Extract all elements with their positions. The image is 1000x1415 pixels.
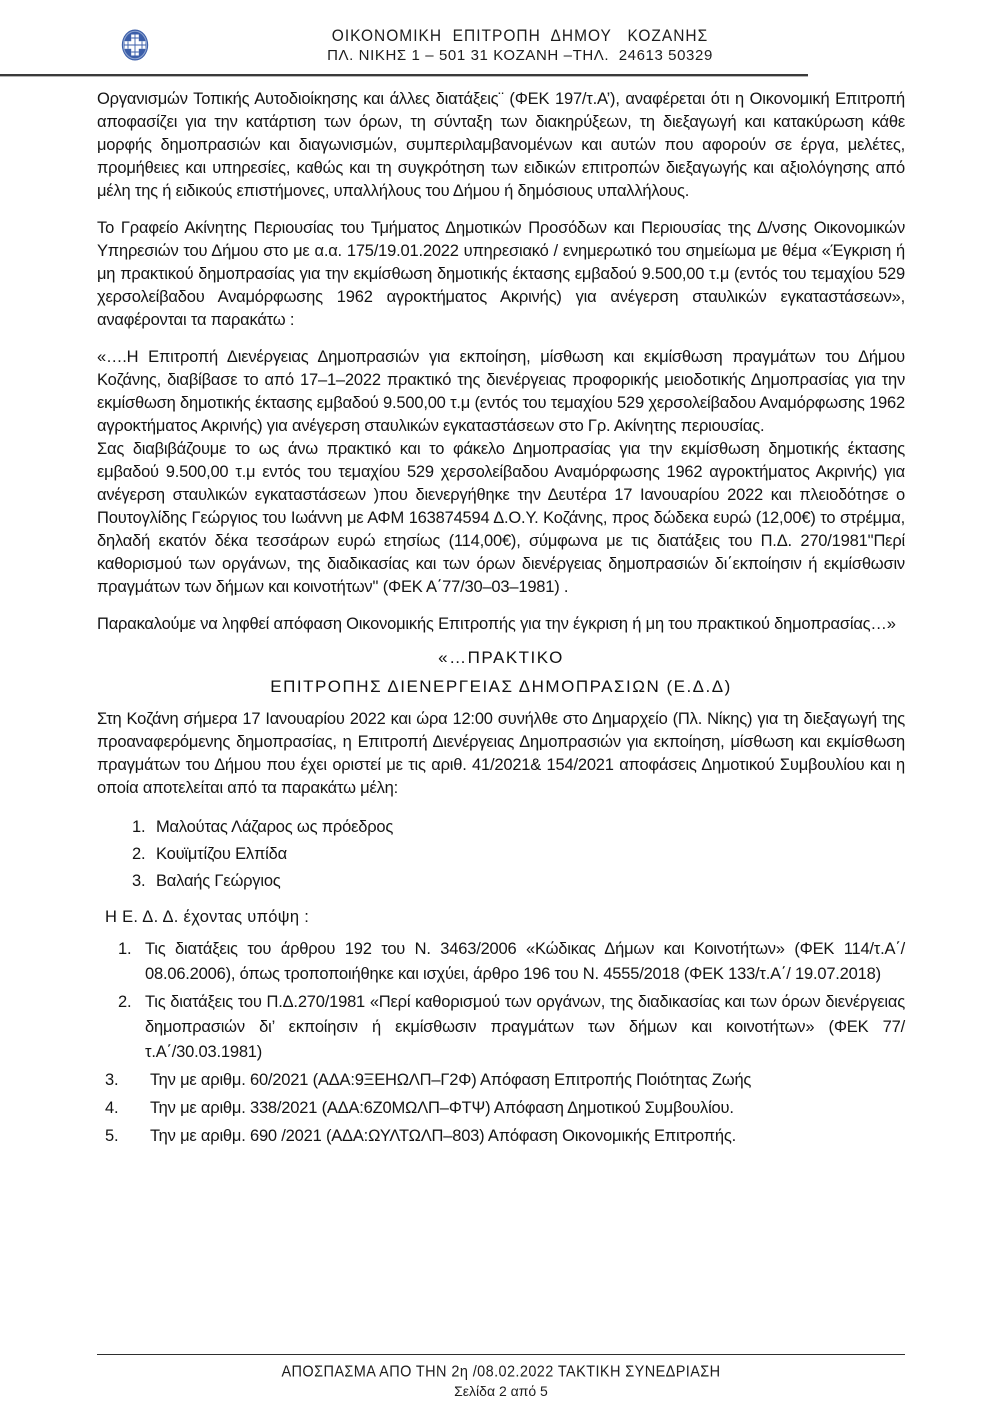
paragraph-session-intro: Στη Κοζάνη σήμερα 17 Ιανουαρίου 2022 και ώρα 12:00 συνήλθε στο Δημαρχείο (Πλ. Νίκης) για τη διεξαγωγή της προαναφερόμενης δημοπρασίας, η Επιτροπή Διενέργειας Δημοπρασιών για εκποίηση, μίσθωση και εκμίσθωση πραγμάτων του Δήμου που έχει οριστεί με τις αριθ. 41/2021& 154/2021 αποφάσεις Δημοτικού Συμβουλίου και η οποία αποτελείται από τα παρακάτω μέλη: (97, 710, 905, 797)
footer-page-number: Σελίδα 2 από 5 (454, 1383, 548, 1399)
header-org-name: ΟΙΚΟΝΟΜΙΚΗ ΕΠΙΤΡΟΠΗ ΔΗΜΟΥ ΚΟΖΑΝΗΣ (331, 27, 709, 46)
having-regard-label: Η Ε. Δ. Δ. έχοντας υπόψη : (105, 908, 310, 926)
consideration-number: 4. (105, 1099, 119, 1117)
paragraph-committee-transmittal: «….Η Επιτροπή Διενέργειας Δημοπρασιών για εκποίηση, μίσθωση και εκμίσθωση πραγμάτων του Δήμου Κοζάνης, διαβίβασε το από 17–1–2022 πρακτικό της διενέργειας προφορικής μειοδοτικής Δημοπρασίας για την εκμίσθωση δημοτικής έκτασης εμβαδού 9.500,00 τ.μ (εντός του τεμαχίου 529 χερσολείβαδου Αναμόρφωσης 1962 αγροκτήματος Ακρινής) για ανέγερση σταυλικών εγκαταστάσεων στο Γρ. Ακίνητης περιουσίας. (97, 348, 905, 435)
footer-session-info: ΑΠΟΣΠΑΣΜΑ ΑΠΟ ΤΗΝ 2η /08.02.2022 ΤΑΚΤΙΚΗ ΣΥΝΕΔΡΙΑΣΗ (281, 1364, 721, 1381)
paragraph-property-office-note: Το Γραφείο Ακίνητης Περιουσίας του Τμήματος Δημοτικών Προσόδων και Περιουσίας της Δ/νσης Οικονομικών Υπηρεσιών του Δήμου στο με α.α. 175/19.01.2022 υπηρεσιακό / ενημερωτικό του σημείωμα με θέμα «Έγκριση ή μη πρακτικού δημοπρασίας για την εκμίσθωση δημοτικής έκτασης εμβαδού 9.500,00 τ.μ (εντός του τεμαχίου 529 χερσολείβαδου Αναμόρφωσης 1962 αγροκτήματος Ακρινής) για ανέγερση σταυλικών εγκαταστάσεων», αναφέρονται τα παρακάτω : (97, 219, 905, 329)
consideration-number: 2. (118, 993, 132, 1011)
consideration-number: 3. (105, 1071, 119, 1089)
paragraph-auction-result: Σας διαβιβάζουμε το ως άνω πρακτικό και το φάκελο Δημοπρασίας για την εκμίσθωση δημοτικής έκτασης εμβαδού 9.500,00 τ.μ εντός του τεμαχίου 529 χερσολείβαδου Αναμόρφωσης 1962 αγροκτήματος Ακρινής) για ανέγερση σταυλικών εγκαταστάσεων )που διενεργήθηκε την Δευτέρα 17 Ιανουαρίου 2022 και πλειοδότησε ο Πουτογλίδης Γεώργιος του Ιωάννη με ΑΦΜ 163874594 Δ.Ο.Υ. Κοζάνης, προς δώδεκα ευρώ (12,00€) το στρέμμα, δηλαδή εκατόν δέκα τεσσάρων ευρώ ετησίως (114,00€), σύμφωνα με τις διατάξεις του Π.Δ. 270/1981''Περί καθορισμού των οργάνων, της διαδικασίας και των όρων διενέργειας δημοπρασιών δι΄εκποίησιν ή εκμίσθωσιν πραγμάτων των δήμων και κοινοτήτων'' (ΦΕΚ Α΄77/30–03–1981) . (97, 440, 905, 596)
member-number: 3. (132, 872, 146, 890)
paragraph-request-decision: Παρακαλούμε να ληφθεί απόφαση Οικονομικής Επιτροπής για την έγκριση ή μη του πρακτικού δημοπρασίας…» (97, 615, 896, 633)
member-number: 2. (132, 845, 146, 863)
heading-committee-title: ΕΠΙΤΡΟΠΗΣ ΔΙΕΝΕΡΓΕΙΑΣ ΔΗΜΟΠΡΑΣΙΩΝ (Ε.Δ.Δ) (270, 677, 732, 696)
list-item (132, 814, 905, 841)
members-list (132, 814, 905, 895)
list-item (132, 868, 905, 895)
consideration-number: 1. (118, 940, 132, 958)
heading-minutes: «…ΠΡΑΚΤΙΚΟ (438, 648, 564, 667)
list-item (97, 1068, 905, 1093)
considerations-list (97, 937, 905, 1149)
member-name: Βαλαής Γεώργιος (156, 872, 281, 890)
list-item (97, 937, 905, 987)
document-footer (97, 1362, 905, 1401)
paragraph-law-excerpt: Οργανισμών Τοπικής Αυτοδιοίκησης και άλλες διατάξεις¨ (ΦΕΚ 197/τ.Α’), αναφέρεται ότι η Οικονομική Επιτροπή αποφασίζει για την κατάρτιση των όρων, τη σύνταξη των διακηρύξεων, τη διεξαγωγή και κατακύρωση κάθε μορφής δημοπρασιών και διαγωνισμών, συμπεριλαμβανομένων και αυτών που αφορούν σε έργα, μελέτες, προμήθειες και υπηρεσίες, καθώς και τη συγκρότηση των ειδικών επιτροπών διεξαγωγής και αξιολόγησης από μέλη της ή ειδικούς επιστήμονες, υπαλλήλους του Δήμου ή δημόσιους υπαλλήλους. (97, 90, 905, 200)
consideration-number: 5. (105, 1127, 119, 1145)
document-header (0, 26, 1000, 65)
document-body (97, 88, 905, 1152)
consideration-text: Την με αριθμ. 690 /2021 (ΑΔΑ:ΩΥΛΤΩΛΠ–803) Απόφαση Οικονομικής Επιτροπής. (150, 1127, 736, 1145)
member-name: Κουϊμτίζου Ελπίδα (156, 845, 287, 863)
list-item (97, 1124, 905, 1149)
consideration-text: Τις διατάξεις του άρθρου 192 του Ν. 3463/2006 «Κώδικας Δήμων και Κοινοτήτων» (ΦΕΚ 114/τ.Α΄/ 08.06.2006), όπως τροποποιήθηκε και ισχύει, άρθρο 196 του Ν. 4555/2018 (ΦΕΚ 133/τ.Α΄/ 19.07.2018) (145, 940, 905, 983)
list-item (97, 1096, 905, 1121)
member-number: 1. (132, 818, 146, 836)
member-name: Μαλούτας Λάζαρος ως πρόεδρος (156, 818, 394, 836)
header-divider (0, 74, 808, 76)
list-item (97, 990, 905, 1065)
header-address-phone: ΠΛ. ΝΙΚΗΣ 1 – 501 31 ΚΟΖΑΝΗ –ΤΗΛ. 24613 50329 (327, 47, 713, 64)
footer-divider (97, 1354, 905, 1355)
consideration-text: Τις διατάξεις του Π.Δ.270/1981 «Περί καθορισμού των οργάνων, της διαδικασίας και των όρων διενέργειας δημοπρασιών δι’ εκποίησιν ή εκμίσθωσιν πραγμάτων των δήμων και κοινοτήτων» (ΦΕΚ 77/τ.Α΄/30.03.1981) (145, 993, 905, 1061)
consideration-text: Την με αριθμ. 60/2021 (ΑΔΑ:9ΞΕΗΩΛΠ–Γ2Φ) Απόφαση Επιτροπής Ποιότητας Ζωής (150, 1071, 752, 1089)
list-item (132, 841, 905, 868)
consideration-text: Την με αριθμ. 338/2021 (ΑΔΑ:6Ζ0ΜΩΛΠ–ΦΤΨ) Απόφαση Δημοτικού Συμβουλίου. (150, 1099, 734, 1117)
